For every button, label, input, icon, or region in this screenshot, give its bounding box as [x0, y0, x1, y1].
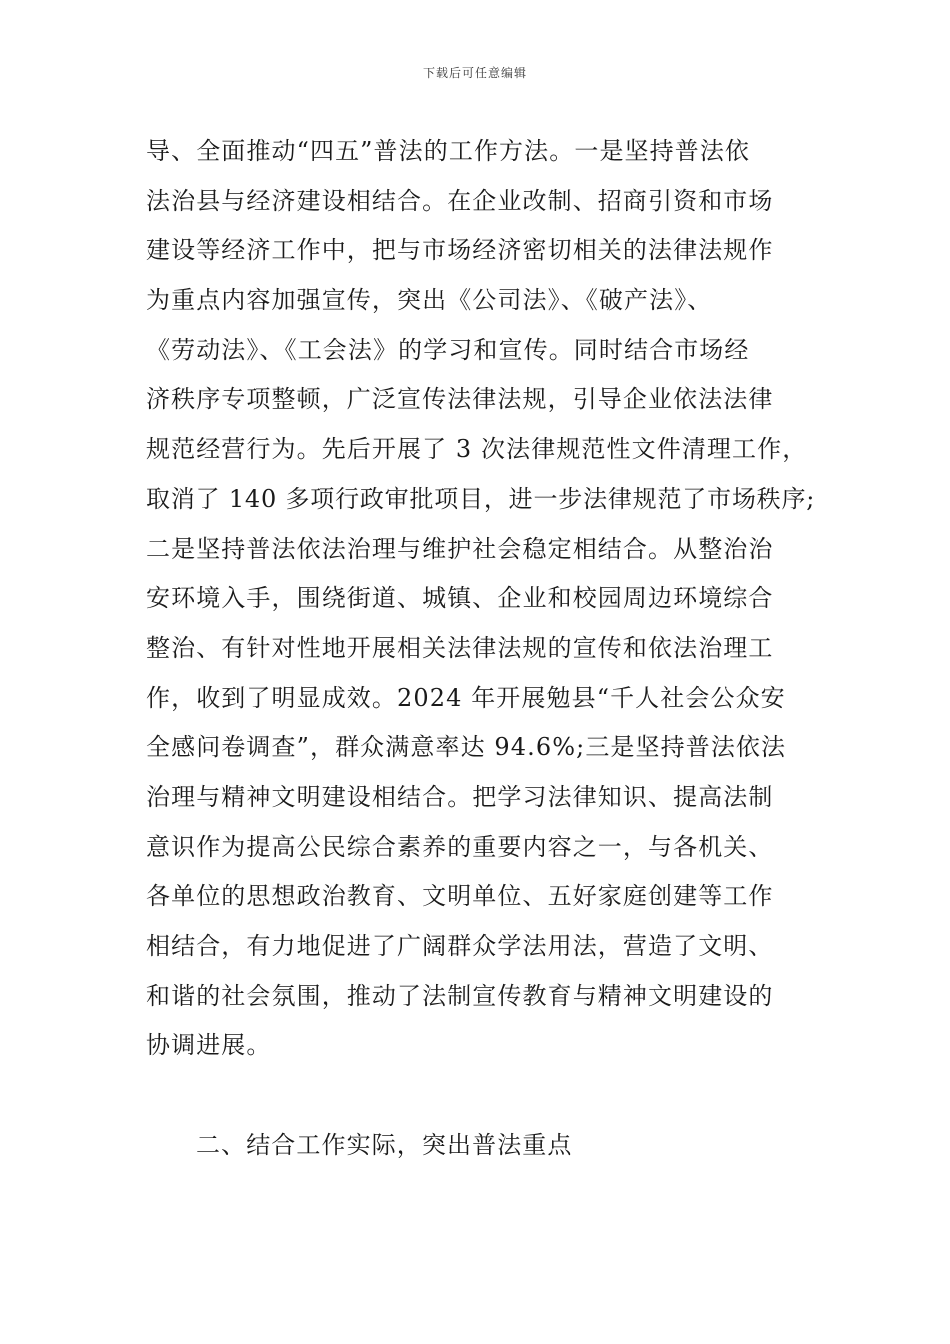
- paragraph-line: 法治县与经济建设相结合。在企业改制、招商引资和市场: [146, 186, 774, 215]
- section-heading: 二、结合工作实际，突出普法重点: [196, 1131, 573, 1159]
- paragraph-line: 济秩序专项整顿，广泛宣传法律法规，引导企业依法法律: [146, 385, 774, 414]
- paragraph-line: 安环境入手，围绕街道、城镇、企业和校园周边环境综合: [146, 584, 774, 613]
- paragraph-line: 建设等经济工作中，把与市场经济密切相关的法律法规作: [146, 236, 774, 265]
- paragraph-line: 取消了 140 多项行政审批项目，进一步法律规范了市场秩序;: [146, 484, 816, 513]
- paragraph-line: 治理与精神文明建设相结合。把学习法律知识、提高法制: [146, 782, 774, 811]
- paragraph-line: 相结合，有力地促进了广阔群众学法用法，营造了文明、: [146, 932, 774, 960]
- paragraph-line: 协调进展。: [146, 1031, 272, 1060]
- paragraph-line: 规范经营行为。先后开展了 3 次法律规范性文件清理工作，: [146, 435, 808, 464]
- paragraph-line: 二是坚持普法依法治理与维护社会稳定相结合。从整治治: [146, 534, 774, 563]
- paragraph-line: 各单位的思想政治教育、文明单位、五好家庭创建等工作: [146, 882, 774, 911]
- body-paragraph: [146, 127, 816, 1071]
- paragraph-line: 导、全面推动“四五”普法的工作方法。一是坚持普法依: [146, 137, 751, 165]
- paragraph-line: 全感问卷调查”，群众满意率达 94.6%;三是坚持普法依法: [146, 733, 787, 762]
- paragraph-line: 作，收到了明显成效。2024 年开展勉县“千人社会公众安: [146, 683, 786, 712]
- paragraph-line: 和谐的社会氛围，推动了法制宣传教育与精神文明建设的: [146, 981, 774, 1010]
- page-header: 下载后可任意编辑: [422, 66, 527, 80]
- paragraph-line: 意识作为提高公民综合素养的重要内容之一，与各机关、: [146, 832, 774, 861]
- paragraph-line: 《劳动法》、《工会法》的学习和宣传。同时结合市场经: [146, 335, 750, 364]
- paragraph-line: 为重点内容加强宣传，突出《公司法》、《破产法》、: [146, 286, 713, 315]
- paragraph-line: 整治、有针对性地开展相关法律法规的宣传和依法治理工: [146, 633, 774, 662]
